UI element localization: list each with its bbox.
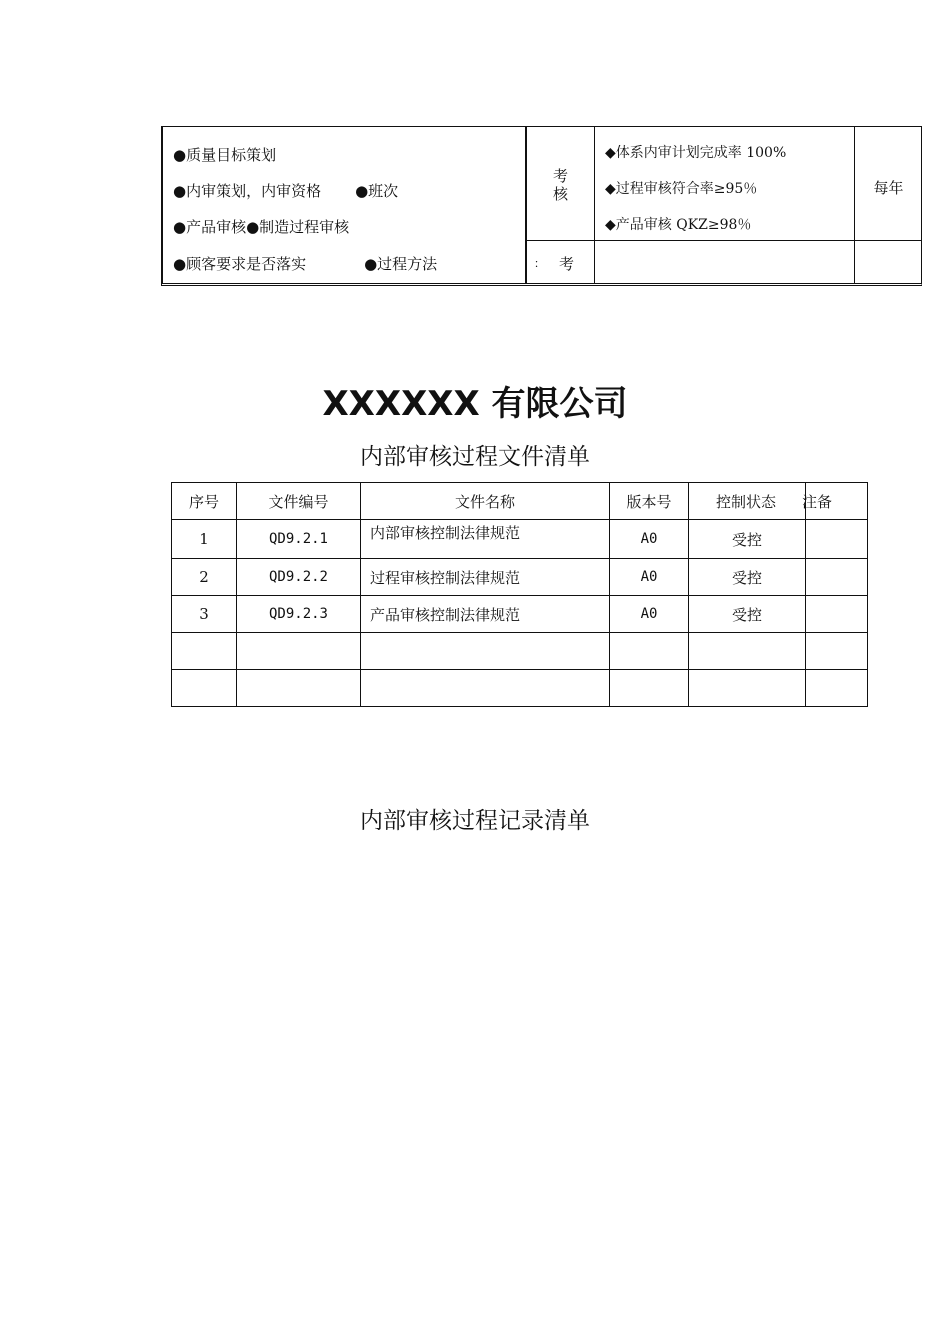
table-row xyxy=(172,633,868,670)
cell-code: QD9.2.3 xyxy=(237,596,361,633)
header-version: 版本号 xyxy=(610,483,689,520)
lower-label-prefix: ： xyxy=(534,257,545,270)
cell-note xyxy=(806,520,868,559)
cell-code xyxy=(237,670,361,707)
cell-status: 受控 xyxy=(689,596,806,633)
cell-status xyxy=(689,633,806,670)
lower-label: 考 xyxy=(559,255,575,273)
cell-version: A0 xyxy=(610,559,689,596)
cell-code: QD9.2.1 xyxy=(237,520,361,559)
cell-name xyxy=(361,633,610,670)
table-header-row xyxy=(172,483,868,520)
audit-item: ●班次 xyxy=(355,182,399,200)
frequency-cell xyxy=(855,127,922,284)
audit-item-row xyxy=(173,180,398,201)
cell-version xyxy=(610,633,689,670)
record-list-title: 内部审核过程记录清单 xyxy=(360,808,590,834)
cell-status: 受控 xyxy=(689,520,806,559)
cell-name: 过程审核控制法律规范 xyxy=(361,559,610,596)
table-row xyxy=(172,670,868,707)
cell-status: 受控 xyxy=(689,559,806,596)
cell-note xyxy=(806,559,868,596)
cell-no: 1 xyxy=(172,520,237,559)
audit-item: ●质量目标策划 xyxy=(173,146,277,164)
audit-item: ●产品审核●制造过程审核 xyxy=(173,218,350,236)
target-item: ◆体系内审计划完成率 100% xyxy=(605,145,787,161)
table-row xyxy=(172,596,868,633)
frequency-value: 每年 xyxy=(873,179,904,197)
table-row xyxy=(172,520,868,559)
cell-code xyxy=(237,633,361,670)
cell-note xyxy=(806,596,868,633)
target-item: ◆过程审核符合率≥95％ xyxy=(605,181,758,197)
cell-version xyxy=(610,670,689,707)
cell-name xyxy=(361,670,610,707)
cell-no: 3 xyxy=(172,596,237,633)
cell-no: 2 xyxy=(172,559,237,596)
cell-name: 产品审核控制法律规范 xyxy=(361,596,610,633)
audit-item-row xyxy=(173,253,437,274)
cell-version: A0 xyxy=(610,596,689,633)
target-item: ◆产品审核 QKZ≥98％ xyxy=(605,217,752,233)
audit-item: ●过程方法 xyxy=(364,255,438,273)
cell-no xyxy=(172,633,237,670)
assessment-label: 核 xyxy=(552,185,568,203)
cell-code: QD9.2.2 xyxy=(237,559,361,596)
header-no: 序号 xyxy=(172,483,237,520)
header-status: 控制状态 xyxy=(689,483,806,520)
cell-no xyxy=(172,670,237,707)
audit-summary-table xyxy=(161,126,922,286)
company-title: XXXXXX 有限公司 xyxy=(322,384,628,424)
assessment-label: 考 xyxy=(552,167,568,185)
cell-note xyxy=(806,670,868,707)
file-list-table xyxy=(171,482,868,707)
file-list-title: 内部审核过程文件清单 xyxy=(360,444,590,470)
cell-note xyxy=(806,633,868,670)
cell-name: 内部审核控制法律规范 xyxy=(361,520,610,559)
audit-content-cell xyxy=(163,127,527,284)
assessment-label-cell xyxy=(527,127,595,284)
cell-status xyxy=(689,670,806,707)
header-code: 文件编号 xyxy=(237,483,361,520)
audit-item: ●内审策划，内审资格 xyxy=(173,182,322,200)
audit-item: ●顾客要求是否落实 xyxy=(173,255,307,273)
table-row xyxy=(172,559,868,596)
header-note: 注备 xyxy=(802,483,864,520)
header-name: 文件名称 xyxy=(361,483,610,520)
cell-version: A0 xyxy=(610,520,689,559)
targets-cell xyxy=(595,127,855,284)
